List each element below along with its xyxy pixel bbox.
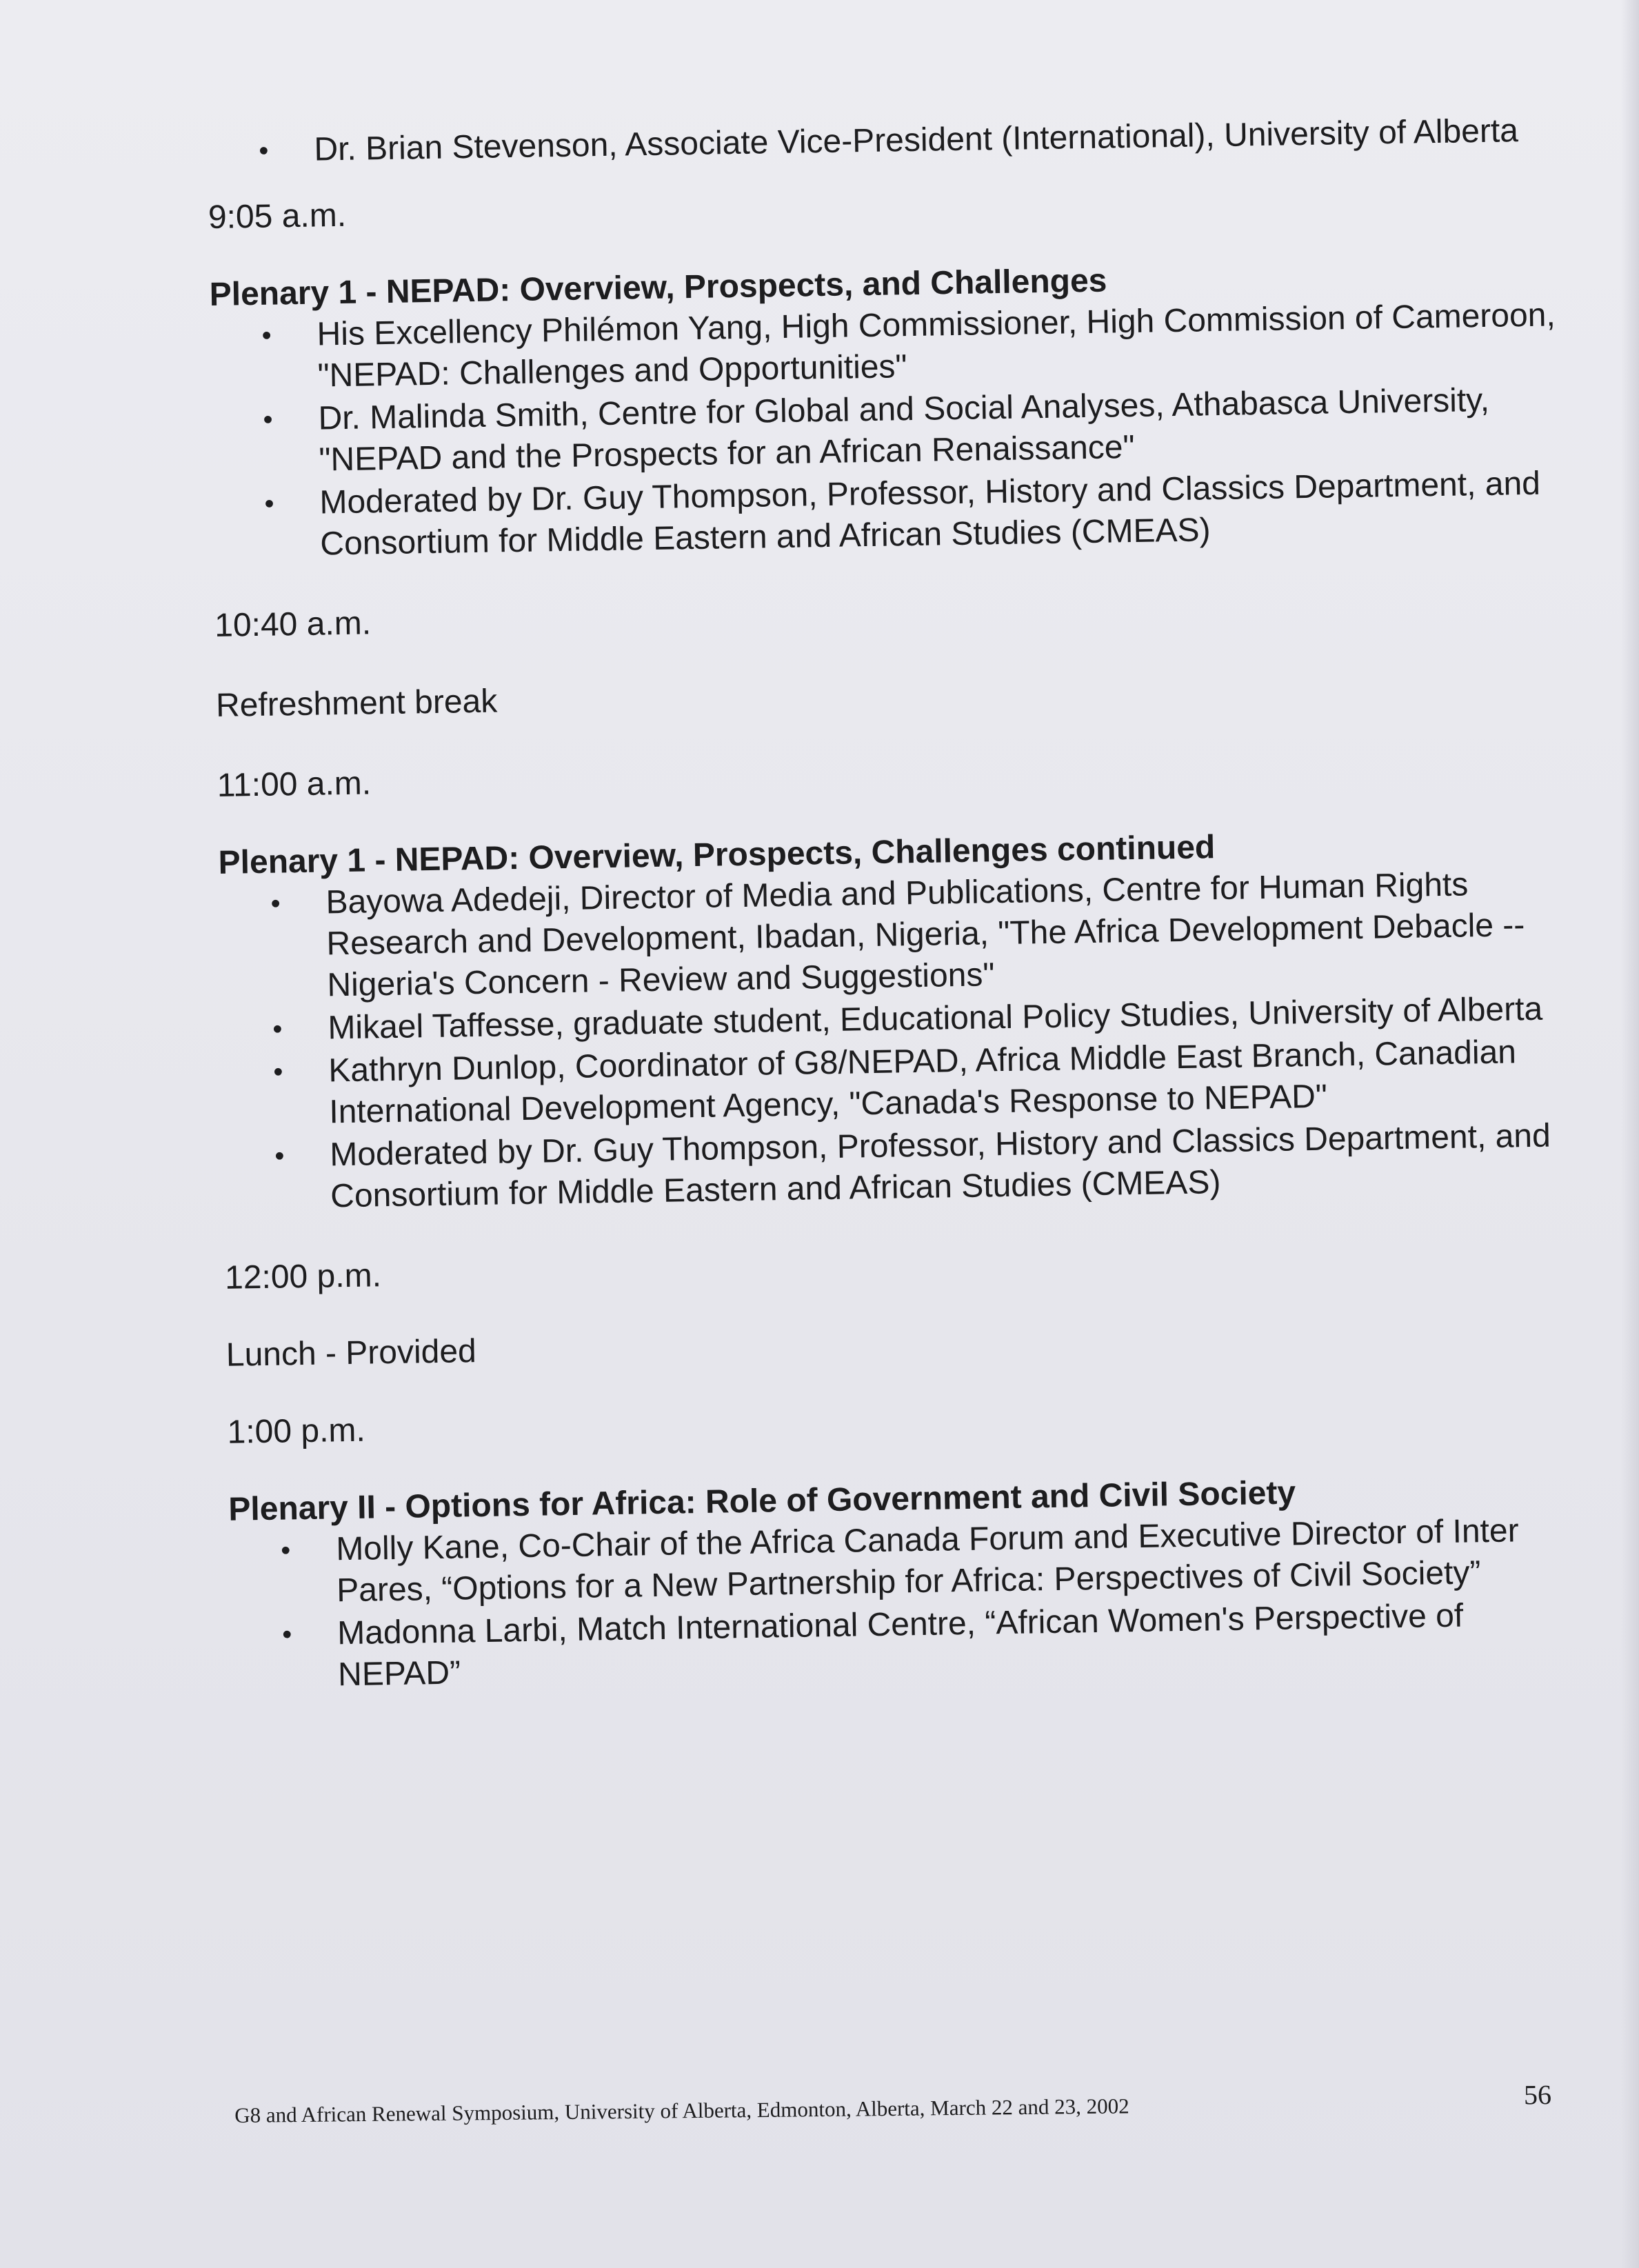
- list-item-text: His Excellency Philémon Yang, High Commissioner, High Commission of Cameroon, "NEPAD: Challenges and Opportunities": [316, 297, 1556, 394]
- page-edge-shadow: [1621, 0, 1639, 2268]
- session-bullet-list: [219, 863, 1575, 1219]
- bullet-icon: •: [272, 1014, 283, 1045]
- list-item: [264, 463, 1565, 565]
- session-text: Lunch - Provided: [225, 1333, 477, 1374]
- session-heading: Plenary 1 - NEPAD: Overview, Prospects, Challenges continued: [218, 829, 1216, 881]
- list-item-text: Moderated by Dr. Guy Thompson, Professor, History and Classics Department, and Consortium for Middle Eastern and African Studies (CMEAS): [329, 1117, 1551, 1215]
- session-bullet-list: [229, 1509, 1583, 1698]
- bullet-icon: •: [264, 488, 274, 519]
- list-item: [274, 1115, 1576, 1217]
- bullet-icon: •: [261, 320, 272, 351]
- bullet-icon: •: [263, 404, 273, 435]
- session-heading: Plenary 1 - NEPAD: Overview, Prospects, and Challenges: [209, 262, 1107, 313]
- list-item-text: Dr. Malinda Smith, Centre for Global and Social Analyses, Athabasca University, "NEPAD and the Prospects for an African Renaissance": [318, 381, 1490, 479]
- list-item-text: Kathryn Dunlop, Coordinator of G8/NEPAD, Africa Middle East Branch, Canadian International Development Agency, "Canada's Response to NEPAD": [328, 1034, 1517, 1131]
- list-item: [281, 1594, 1583, 1696]
- bullet-icon: •: [259, 135, 269, 166]
- session-time: 12:00 p.m.: [224, 1257, 382, 1296]
- bullet-icon: •: [273, 1056, 283, 1087]
- list-item: [270, 863, 1572, 1006]
- session-bullet-list: [210, 294, 1565, 567]
- list-item: [259, 110, 1559, 170]
- bullet-icon: •: [274, 1141, 285, 1172]
- list-item-text: Mikael Taffesse, graduate student, Educational Policy Studies, University of Alberta: [328, 990, 1543, 1047]
- session-time: 11:00 a.m.: [217, 765, 372, 804]
- list-item-text: Bayowa Adedeji, Director of Media and Publications, Centre for Human Rights Research and Development, Ibadan, Nigeria, "The Africa Development Debacle -- Nigeria's Concern - Review and Suggestions": [325, 866, 1525, 1004]
- list-item-text: Dr. Brian Stevenson, Associate Vice-President (International), University of Alberta: [314, 112, 1519, 168]
- footer-text: G8 and African Renewal Symposium, University of Alberta, Edmonton, Alberta, March 22 and 23, 2002: [234, 2094, 1129, 2127]
- program-content: [207, 110, 1582, 1699]
- list-item-text: Molly Kane, Co-Chair of the Africa Canada Forum and Executive Director of Inter Pares, “Options for a New Partnership for Africa: Perspectives of Civil Society”: [335, 1512, 1519, 1609]
- bullet-icon: •: [281, 1535, 291, 1566]
- page-footer: [234, 2078, 1579, 2127]
- bullet-icon: •: [281, 1619, 292, 1650]
- session-text: Refreshment break: [215, 683, 498, 724]
- page-number: 56: [1523, 2078, 1552, 2111]
- session-heading: Plenary II - Options for Africa: Role of Government and Civil Society: [228, 1474, 1296, 1528]
- session-time: 1:00 p.m.: [227, 1412, 366, 1451]
- list-item-text: Moderated by Dr. Guy Thompson, Professor, History and Classics Department, and Consortium for Middle Eastern and African Studies (CMEAS): [319, 465, 1541, 563]
- bullet-icon: •: [270, 888, 281, 919]
- list-item-text: Madonna Larbi, Match International Centre, “African Women's Perspective of NEPAD”: [336, 1597, 1464, 1694]
- session-time: 9:05 a.m.: [208, 197, 347, 236]
- session-time: 10:40 a.m.: [214, 605, 372, 644]
- intro-bullet-list: [207, 110, 1559, 172]
